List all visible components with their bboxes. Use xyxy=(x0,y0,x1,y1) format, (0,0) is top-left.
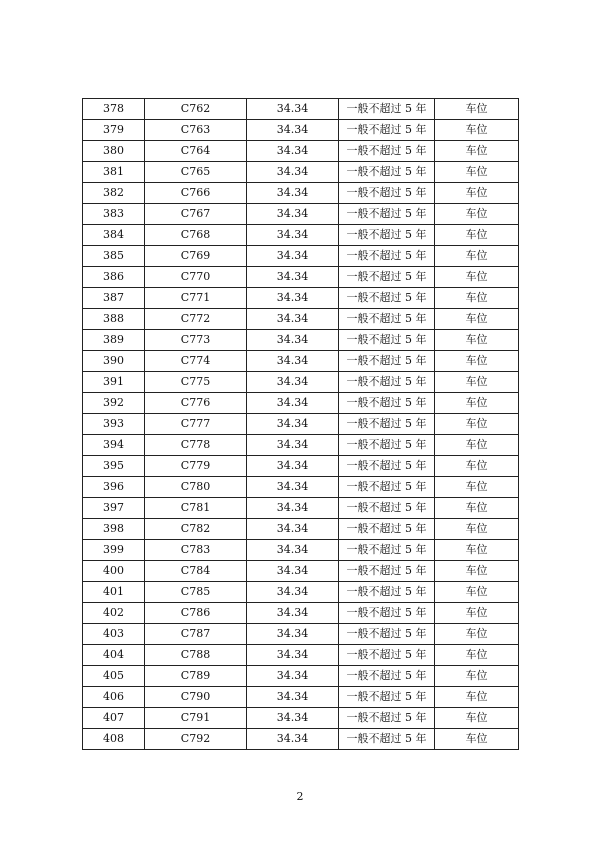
serial-number-cell: 379 xyxy=(83,120,145,141)
serial-number-cell: 378 xyxy=(83,99,145,120)
table-body xyxy=(83,99,519,750)
type-cell: 车位 xyxy=(435,645,519,666)
serial-number-cell: 407 xyxy=(83,708,145,729)
type-cell: 车位 xyxy=(435,183,519,204)
term-cell: 一般不超过 5 年 xyxy=(339,288,435,309)
area-cell: 34.34 xyxy=(247,708,339,729)
page-number: 2 xyxy=(296,790,304,803)
serial-number-cell: 408 xyxy=(83,729,145,750)
space-code-cell: C789 xyxy=(145,666,247,687)
space-code-cell: C785 xyxy=(145,582,247,603)
term-cell: 一般不超过 5 年 xyxy=(339,372,435,393)
term-cell: 一般不超过 5 年 xyxy=(339,435,435,456)
table-row xyxy=(83,414,519,435)
type-cell: 车位 xyxy=(435,225,519,246)
term-cell: 一般不超过 5 年 xyxy=(339,225,435,246)
type-cell: 车位 xyxy=(435,687,519,708)
space-code-cell: C769 xyxy=(145,246,247,267)
space-code-cell: C768 xyxy=(145,225,247,246)
space-code-cell: C784 xyxy=(145,561,247,582)
area-cell: 34.34 xyxy=(247,603,339,624)
table-row xyxy=(83,729,519,750)
area-cell: 34.34 xyxy=(247,729,339,750)
serial-number-cell: 382 xyxy=(83,183,145,204)
serial-number-cell: 394 xyxy=(83,435,145,456)
table-row xyxy=(83,330,519,351)
serial-number-cell: 398 xyxy=(83,519,145,540)
serial-number-cell: 399 xyxy=(83,540,145,561)
serial-number-cell: 393 xyxy=(83,414,145,435)
type-cell: 车位 xyxy=(435,498,519,519)
type-cell: 车位 xyxy=(435,582,519,603)
area-cell: 34.34 xyxy=(247,120,339,141)
space-code-cell: C767 xyxy=(145,204,247,225)
type-cell: 车位 xyxy=(435,330,519,351)
term-cell: 一般不超过 5 年 xyxy=(339,204,435,225)
space-code-cell: C786 xyxy=(145,603,247,624)
serial-number-cell: 406 xyxy=(83,687,145,708)
space-code-cell: C770 xyxy=(145,267,247,288)
term-cell: 一般不超过 5 年 xyxy=(339,183,435,204)
table-row xyxy=(83,666,519,687)
area-cell: 34.34 xyxy=(247,435,339,456)
table-row xyxy=(83,99,519,120)
serial-number-cell: 402 xyxy=(83,603,145,624)
type-cell: 车位 xyxy=(435,267,519,288)
space-code-cell: C779 xyxy=(145,456,247,477)
type-cell: 车位 xyxy=(435,729,519,750)
serial-number-cell: 380 xyxy=(83,141,145,162)
serial-number-cell: 384 xyxy=(83,225,145,246)
type-cell: 车位 xyxy=(435,351,519,372)
serial-number-cell: 383 xyxy=(83,204,145,225)
space-code-cell: C765 xyxy=(145,162,247,183)
area-cell: 34.34 xyxy=(247,645,339,666)
space-code-cell: C774 xyxy=(145,351,247,372)
term-cell: 一般不超过 5 年 xyxy=(339,729,435,750)
term-cell: 一般不超过 5 年 xyxy=(339,582,435,603)
area-cell: 34.34 xyxy=(247,519,339,540)
area-cell: 34.34 xyxy=(247,582,339,603)
space-code-cell: C762 xyxy=(145,99,247,120)
space-code-cell: C766 xyxy=(145,183,247,204)
serial-number-cell: 392 xyxy=(83,393,145,414)
term-cell: 一般不超过 5 年 xyxy=(339,603,435,624)
space-code-cell: C781 xyxy=(145,498,247,519)
term-cell: 一般不超过 5 年 xyxy=(339,561,435,582)
term-cell: 一般不超过 5 年 xyxy=(339,645,435,666)
serial-number-cell: 404 xyxy=(83,645,145,666)
type-cell: 车位 xyxy=(435,204,519,225)
table-row xyxy=(83,141,519,162)
term-cell: 一般不超过 5 年 xyxy=(339,666,435,687)
term-cell: 一般不超过 5 年 xyxy=(339,498,435,519)
table-row xyxy=(83,351,519,372)
type-cell: 车位 xyxy=(435,624,519,645)
area-cell: 34.34 xyxy=(247,330,339,351)
serial-number-cell: 400 xyxy=(83,561,145,582)
serial-number-cell: 403 xyxy=(83,624,145,645)
term-cell: 一般不超过 5 年 xyxy=(339,309,435,330)
term-cell: 一般不超过 5 年 xyxy=(339,267,435,288)
area-cell: 34.34 xyxy=(247,477,339,498)
area-cell: 34.34 xyxy=(247,267,339,288)
area-cell: 34.34 xyxy=(247,414,339,435)
table-row xyxy=(83,540,519,561)
term-cell: 一般不超过 5 年 xyxy=(339,624,435,645)
serial-number-cell: 401 xyxy=(83,582,145,603)
term-cell: 一般不超过 5 年 xyxy=(339,540,435,561)
term-cell: 一般不超过 5 年 xyxy=(339,687,435,708)
table-row xyxy=(83,561,519,582)
area-cell: 34.34 xyxy=(247,225,339,246)
area-cell: 34.34 xyxy=(247,624,339,645)
type-cell: 车位 xyxy=(435,99,519,120)
area-cell: 34.34 xyxy=(247,498,339,519)
serial-number-cell: 388 xyxy=(83,309,145,330)
area-cell: 34.34 xyxy=(247,561,339,582)
space-code-cell: C791 xyxy=(145,708,247,729)
term-cell: 一般不超过 5 年 xyxy=(339,414,435,435)
term-cell: 一般不超过 5 年 xyxy=(339,477,435,498)
parking-space-table xyxy=(82,98,519,750)
area-cell: 34.34 xyxy=(247,456,339,477)
term-cell: 一般不超过 5 年 xyxy=(339,120,435,141)
table-row xyxy=(83,267,519,288)
term-cell: 一般不超过 5 年 xyxy=(339,162,435,183)
serial-number-cell: 386 xyxy=(83,267,145,288)
table-row xyxy=(83,183,519,204)
space-code-cell: C788 xyxy=(145,645,247,666)
table-row xyxy=(83,708,519,729)
serial-number-cell: 387 xyxy=(83,288,145,309)
table-row xyxy=(83,624,519,645)
type-cell: 车位 xyxy=(435,162,519,183)
table-row xyxy=(83,246,519,267)
space-code-cell: C787 xyxy=(145,624,247,645)
term-cell: 一般不超过 5 年 xyxy=(339,141,435,162)
area-cell: 34.34 xyxy=(247,162,339,183)
term-cell: 一般不超过 5 年 xyxy=(339,246,435,267)
serial-number-cell: 381 xyxy=(83,162,145,183)
type-cell: 车位 xyxy=(435,288,519,309)
type-cell: 车位 xyxy=(435,708,519,729)
type-cell: 车位 xyxy=(435,519,519,540)
area-cell: 34.34 xyxy=(247,246,339,267)
serial-number-cell: 385 xyxy=(83,246,145,267)
serial-number-cell: 395 xyxy=(83,456,145,477)
serial-number-cell: 390 xyxy=(83,351,145,372)
area-cell: 34.34 xyxy=(247,309,339,330)
table-row xyxy=(83,603,519,624)
type-cell: 车位 xyxy=(435,120,519,141)
table-row xyxy=(83,477,519,498)
area-cell: 34.34 xyxy=(247,393,339,414)
space-code-cell: C771 xyxy=(145,288,247,309)
type-cell: 车位 xyxy=(435,141,519,162)
table-row xyxy=(83,687,519,708)
area-cell: 34.34 xyxy=(247,99,339,120)
serial-number-cell: 396 xyxy=(83,477,145,498)
area-cell: 34.34 xyxy=(247,351,339,372)
type-cell: 车位 xyxy=(435,393,519,414)
space-code-cell: C783 xyxy=(145,540,247,561)
table-row xyxy=(83,309,519,330)
type-cell: 车位 xyxy=(435,456,519,477)
term-cell: 一般不超过 5 年 xyxy=(339,456,435,477)
type-cell: 车位 xyxy=(435,414,519,435)
area-cell: 34.34 xyxy=(247,540,339,561)
space-code-cell: C778 xyxy=(145,435,247,456)
term-cell: 一般不超过 5 年 xyxy=(339,393,435,414)
type-cell: 车位 xyxy=(435,477,519,498)
area-cell: 34.34 xyxy=(247,687,339,708)
space-code-cell: C763 xyxy=(145,120,247,141)
type-cell: 车位 xyxy=(435,666,519,687)
area-cell: 34.34 xyxy=(247,372,339,393)
space-code-cell: C775 xyxy=(145,372,247,393)
space-code-cell: C773 xyxy=(145,330,247,351)
serial-number-cell: 405 xyxy=(83,666,145,687)
type-cell: 车位 xyxy=(435,372,519,393)
space-code-cell: C790 xyxy=(145,687,247,708)
space-code-cell: C776 xyxy=(145,393,247,414)
table-row xyxy=(83,645,519,666)
table-row xyxy=(83,393,519,414)
term-cell: 一般不超过 5 年 xyxy=(339,519,435,540)
area-cell: 34.34 xyxy=(247,204,339,225)
area-cell: 34.34 xyxy=(247,288,339,309)
table-row xyxy=(83,498,519,519)
term-cell: 一般不超过 5 年 xyxy=(339,708,435,729)
space-code-cell: C777 xyxy=(145,414,247,435)
space-code-cell: C780 xyxy=(145,477,247,498)
term-cell: 一般不超过 5 年 xyxy=(339,351,435,372)
type-cell: 车位 xyxy=(435,603,519,624)
table-row xyxy=(83,582,519,603)
type-cell: 车位 xyxy=(435,309,519,330)
term-cell: 一般不超过 5 年 xyxy=(339,330,435,351)
space-code-cell: C782 xyxy=(145,519,247,540)
type-cell: 车位 xyxy=(435,561,519,582)
serial-number-cell: 397 xyxy=(83,498,145,519)
table-row xyxy=(83,456,519,477)
table-row xyxy=(83,204,519,225)
serial-number-cell: 389 xyxy=(83,330,145,351)
serial-number-cell: 391 xyxy=(83,372,145,393)
area-cell: 34.34 xyxy=(247,666,339,687)
table-row xyxy=(83,162,519,183)
area-cell: 34.34 xyxy=(247,141,339,162)
table-row xyxy=(83,225,519,246)
type-cell: 车位 xyxy=(435,435,519,456)
space-code-cell: C764 xyxy=(145,141,247,162)
table-row xyxy=(83,372,519,393)
table-row xyxy=(83,519,519,540)
area-cell: 34.34 xyxy=(247,183,339,204)
type-cell: 车位 xyxy=(435,540,519,561)
table-row xyxy=(83,435,519,456)
type-cell: 车位 xyxy=(435,246,519,267)
space-code-cell: C792 xyxy=(145,729,247,750)
table-row xyxy=(83,288,519,309)
space-code-cell: C772 xyxy=(145,309,247,330)
table-row xyxy=(83,120,519,141)
term-cell: 一般不超过 5 年 xyxy=(339,99,435,120)
